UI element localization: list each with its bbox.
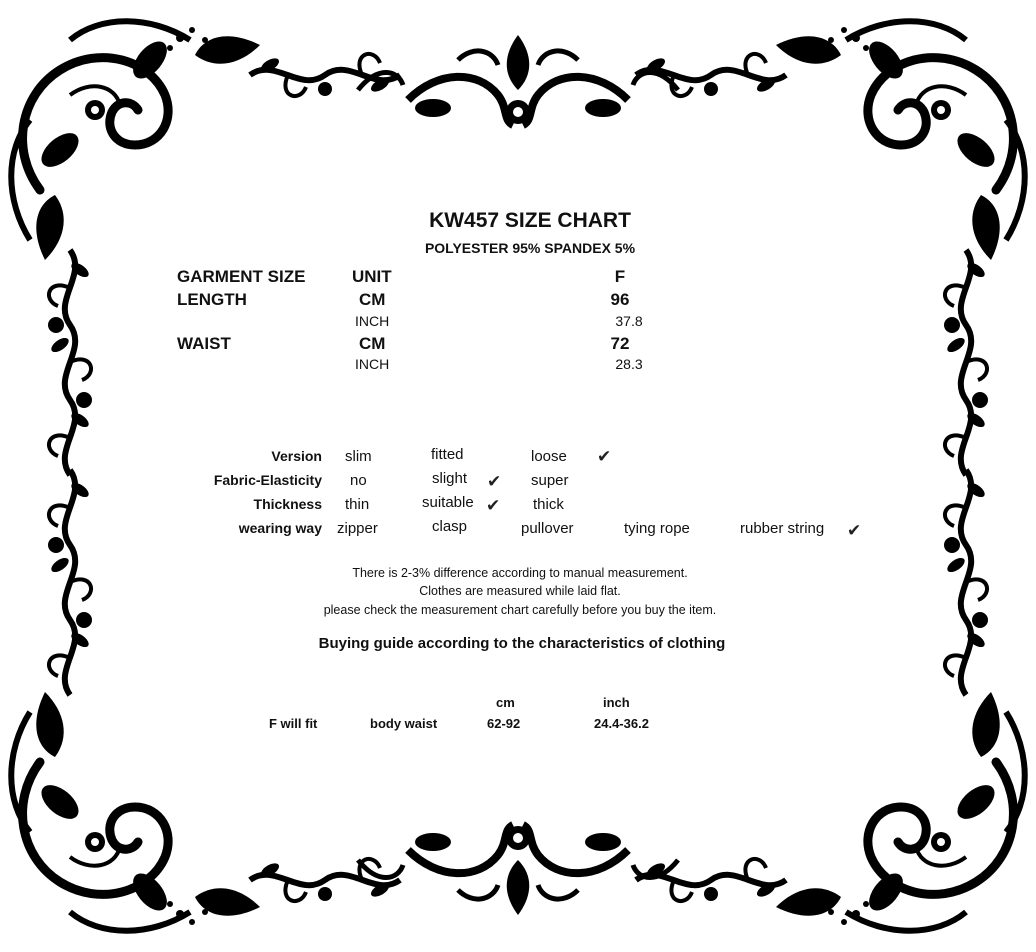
note-line: Clothes are measured while laid flat. [419, 584, 621, 598]
attr-label-version: Version [271, 448, 322, 464]
attr-label-thickness: Thickness [253, 496, 322, 512]
waist-unit-cm: CM [359, 334, 386, 353]
check-mark-icon: ✔ [847, 521, 862, 540]
attr-label-fabric-elasticity: Fabric-Elasticity [213, 472, 322, 488]
attr-option-zipper: zipper [337, 520, 378, 537]
buying-guide-title: Buying guide according to the characteristics of clothing [318, 635, 726, 652]
attr-option-suitable: suitable [422, 494, 474, 511]
guide-inch-value: 24.4-36.2 [594, 716, 649, 731]
attr-option-loose: loose [531, 448, 567, 465]
size-header-garment: GARMENT SIZE [177, 267, 306, 286]
attr-label-wearing-way: wearing way [238, 520, 322, 536]
attr-option-clasp: clasp [432, 518, 468, 535]
guide-col-inch: inch [603, 695, 630, 710]
guide-col-cm: cm [496, 695, 515, 710]
attr-option-tying-rope: tying rope [624, 520, 690, 537]
attr-option-slight: slight [432, 470, 468, 487]
note-line: please check the measurement chart carefully before you buy the item. [323, 603, 717, 617]
waist-label: WAIST [177, 334, 231, 353]
attr-option-slim: slim [345, 448, 372, 465]
attr-option-super: super [531, 472, 569, 489]
guide-part: body waist [370, 716, 438, 731]
attr-option-pullover: pullover [521, 520, 574, 537]
length-label: LENGTH [177, 290, 247, 309]
material-line: POLYESTER 95% SPANDEX 5% [424, 240, 636, 256]
attr-option-no: no [350, 472, 367, 489]
length-cm-value: 96 [610, 290, 630, 309]
guide-size: F will fit [269, 716, 318, 731]
attr-option-rubber-string: rubber string [740, 520, 825, 537]
attr-option-thin: thin [345, 496, 370, 513]
attr-option-thick: thick [533, 496, 564, 513]
size-header-f: F [614, 267, 626, 286]
check-mark-icon: ✔ [487, 472, 502, 491]
check-mark-icon: ✔ [597, 447, 612, 466]
guide-cm-value: 62-92 [487, 716, 521, 731]
note-line: There is 2-3% difference according to manual measurement. [352, 566, 688, 580]
waist-inch-value: 28.3 [615, 356, 643, 372]
length-unit-cm: CM [359, 290, 386, 309]
check-mark-icon: ✔ [486, 496, 501, 515]
waist-cm-value: 72 [610, 334, 630, 353]
length-unit-inch: INCH [355, 313, 390, 329]
waist-unit-inch: INCH [355, 356, 390, 372]
chart-title: KW457 SIZE CHART [429, 209, 631, 232]
size-header-unit: UNIT [352, 267, 392, 286]
length-inch-value: 37.8 [615, 313, 643, 329]
attr-option-fitted: fitted [431, 446, 464, 463]
